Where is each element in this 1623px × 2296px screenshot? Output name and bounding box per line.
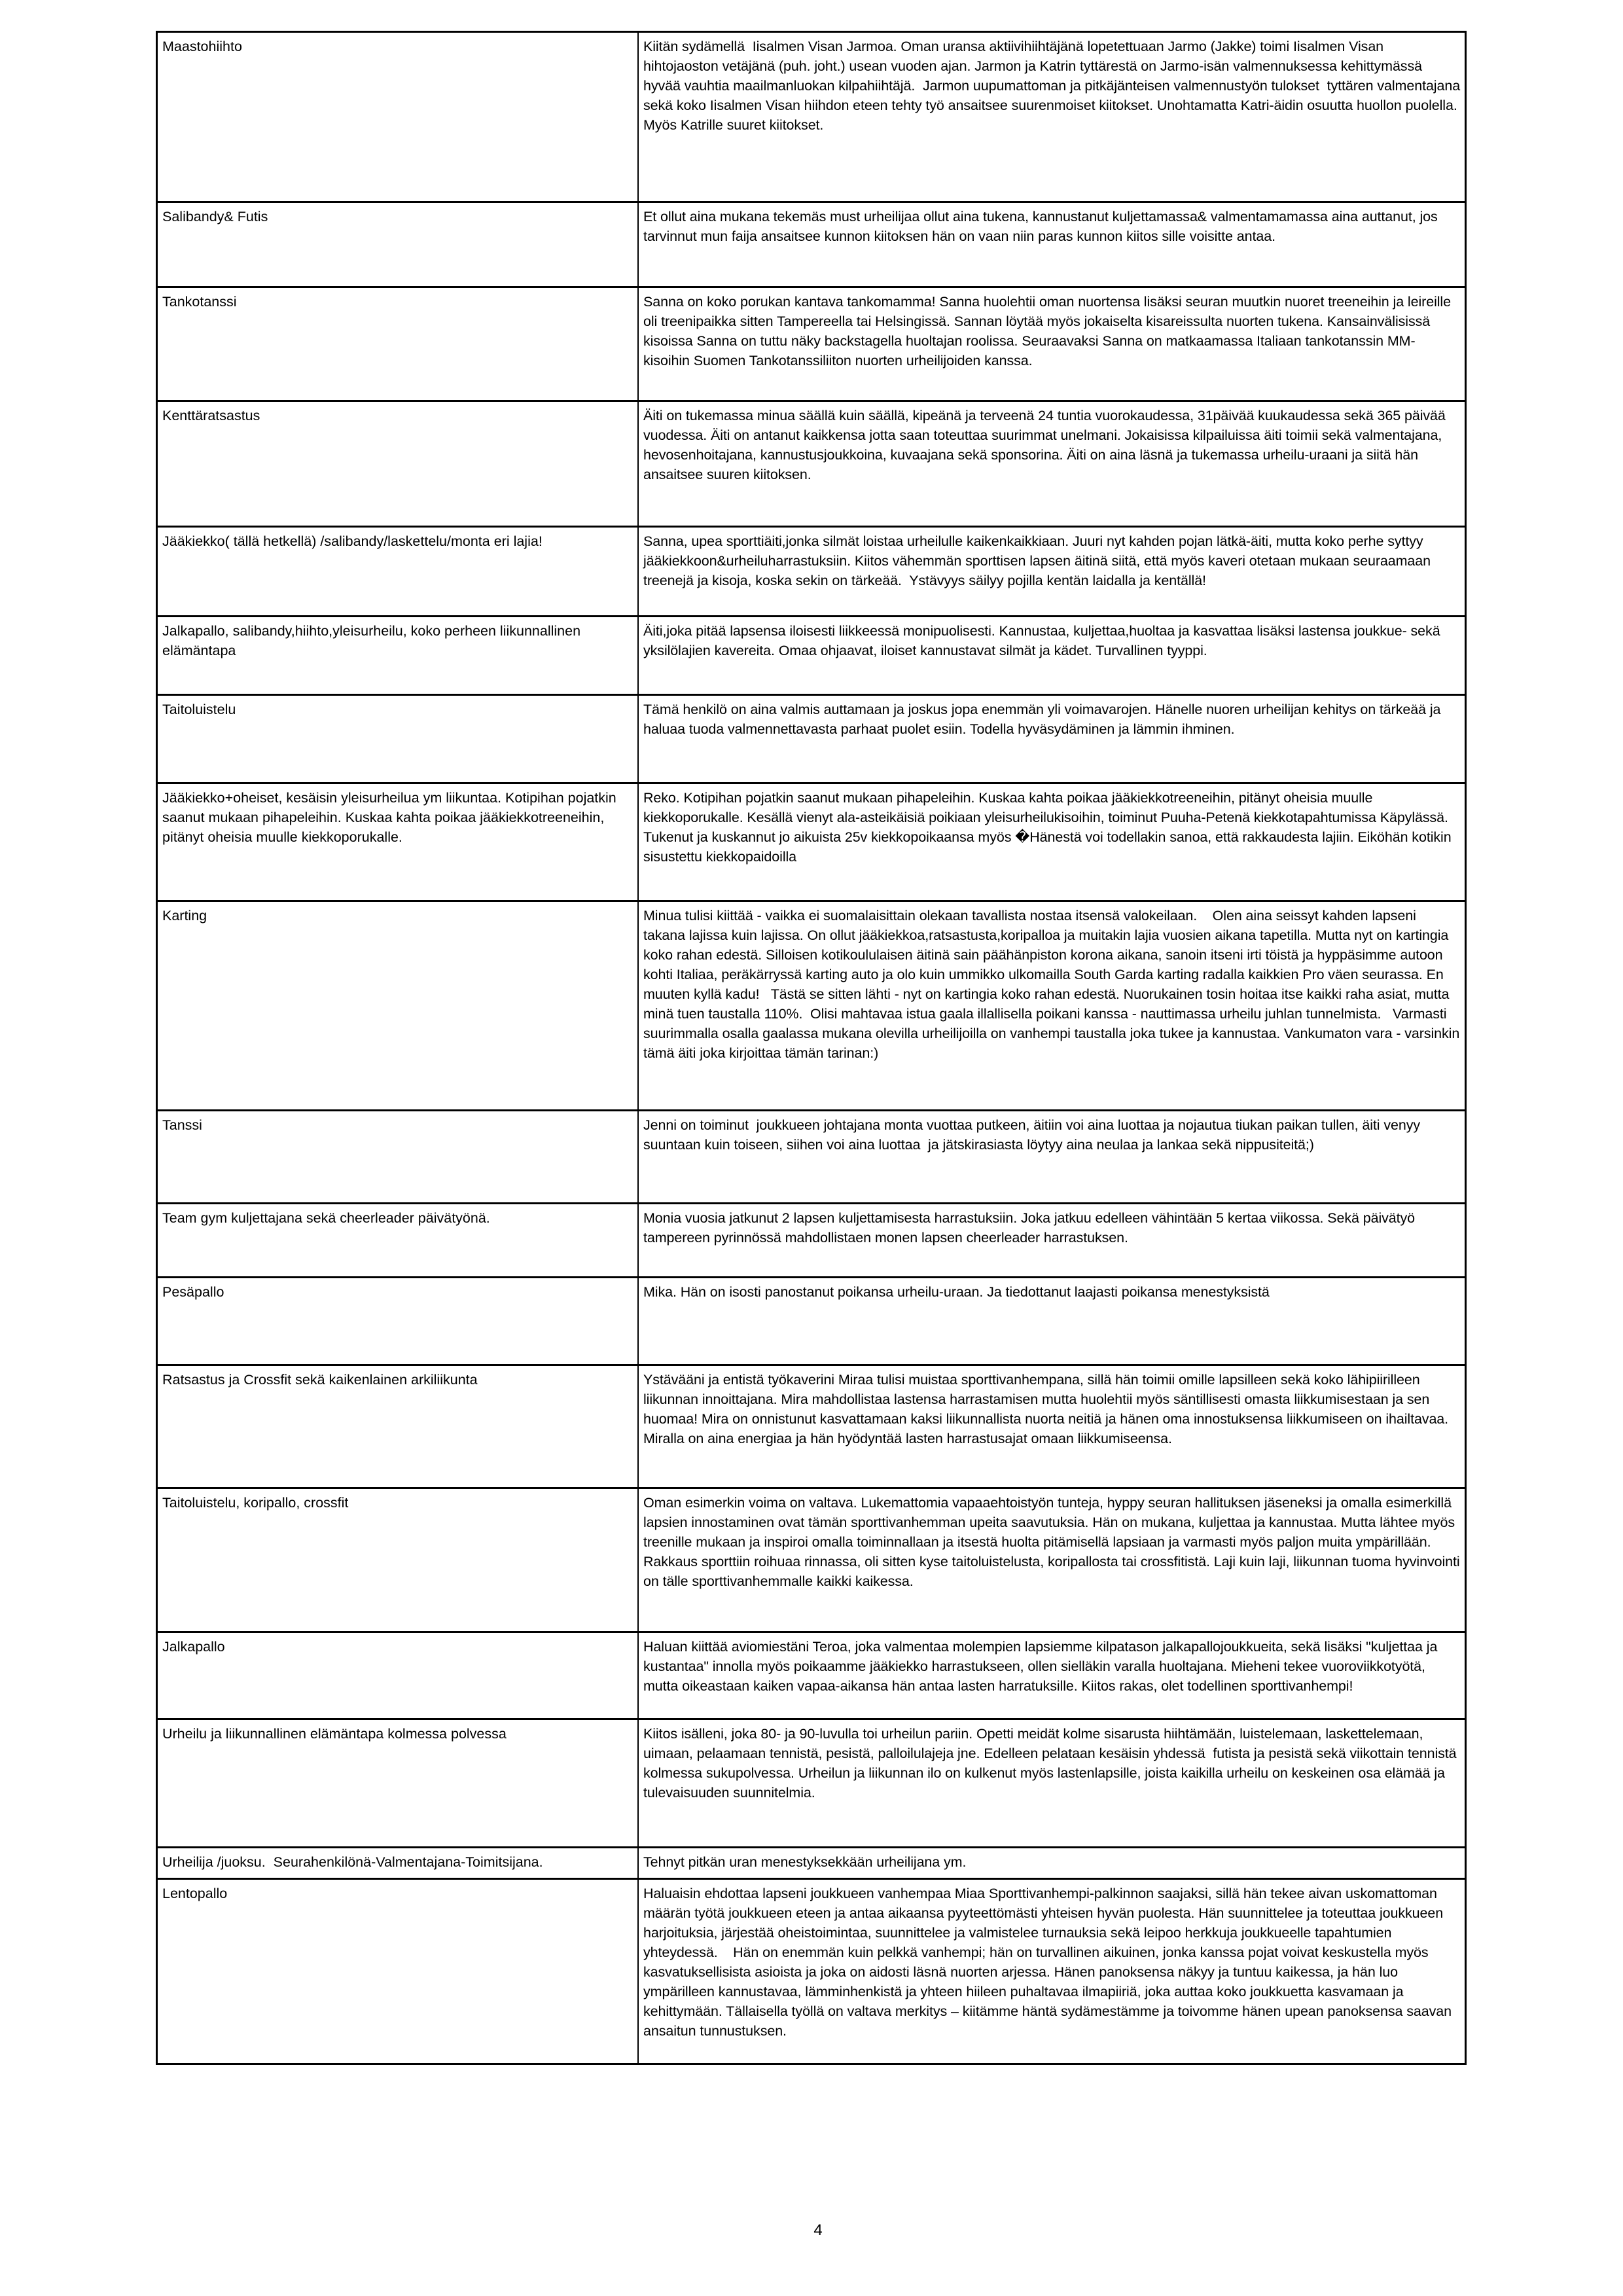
description-cell: Äiti,joka pitää lapsensa iloisesti liikkeessä monipuolisesti. Kannustaa, kuljettaa,huoltaa ja kasvattaa lisäksi lastensa joukkue- sekä yksilölajien kavereita. Omaa ohjaavat, iloiset kannustavat silmät ja kädet. Turvallinen tyyppi. — [643, 623, 1444, 658]
nominations-table — [156, 31, 1467, 2065]
table-row — [158, 1718, 1465, 1846]
table-row — [158, 1109, 1465, 1202]
description-cell: Mika. Hän on isosti panostanut poikansa urheilu-uraan. Ja tiedottanut laajasti poikansa menestyksistä — [643, 1284, 1270, 1300]
table-row — [158, 615, 1465, 694]
sport-cell: Jääkiekko+oheiset, kesäisin yleisurheilua ym liikuntaa. Kotipihan pojatkin saanut mukaan pihapeleihin. Kuskaa kahta poikaa jääkiekkotreeneihin, pitänyt oheisia muulle kiekkoporukalle. — [158, 784, 639, 900]
description-cell: Jenni on toiminut joukkueen johtajana monta vuottaa putkeen, äitiin voi aina luottaa ja nojautua tiukan paikan tullen, äiti venyy suuntaan kuin toiseen, siihen voi aina luottaa ja jätskirasiasta löytyy aina neulaa ja lankaa sekä nippusiteitä;) — [643, 1117, 1424, 1153]
sport-cell: Salibandy& Futis — [158, 203, 639, 286]
sport-cell: Jääkiekko( tällä hetkellä) /salibandy/laskettelu/monta eri lajia! — [158, 528, 639, 615]
description-cell: Haluan kiittää aviomiestäni Teroa, joka valmentaa molempien lapsiemme kilpatason jalkapallojoukkueita, sekä lisäksi "kuljettaa ja kustantaa" innolla myös poikaamme jääkiekko harrastukseen, ollen sielläkin varalla huoltajana. Mieheni tekee vuoroviikkotyötä, mutta oikeastaan kaiken vapaa-aikansa hän antaa lasten harratuksille. Kiitos rakas, olet todellinen sporttivanhempi! — [643, 1639, 1442, 1694]
description-cell: Kiitos isälleni, joka 80- ja 90-luvulla toi urheilun pariin. Opetti meidät kolme sisarusta hiihtämään, luistelemaan, laskettelemaan, uimaan, pelaamaan tennistä, pesistä, palloilulajeja jne. Edelleen pelataan kesäisin yhdessä futista ja pesistä sekä viikottain tennistä kolmessa sukupolvessa. Urheilun ja liikunnan ilo on kulkenut myös lastenlapsille, joista kaikilla urheilu on keskeinen osa elämää ja tulevaisuuden suunnitelmia. — [643, 1726, 1461, 1801]
sport-cell: Karting — [158, 902, 639, 1109]
sport-cell: Jalkapallo, salibandy,hiihto,yleisurheilu, koko perheen liikunnallinen elämäntapa — [158, 617, 639, 694]
sport-cell: Tanssi — [158, 1111, 639, 1202]
table-row — [158, 33, 1465, 201]
table-row — [158, 900, 1465, 1109]
description-cell: Ystävääni ja entistä työkaverini Miraa tulisi muistaa sporttivanhempana, sillä hän toimii omille lapsilleen sekä koko lähipiirilleen liikunnan innoittajana. Mira mahdollistaa lastensa harrastamisen mutta huolehtii myös säntillisesti omasta liikkumisestaan ja sen huomaa! Mira on onnistunut kasvattamaan kaksi liikunnallista nuorta neitiä ja hänen oma innostuksensa liikkumiseen on ihailtavaa. Miralla on aina energiaa ja hän hyödyntää lasten harrastusajat omaan liikkumiseensa. — [643, 1372, 1452, 1446]
description-cell: Oman esimerkin voima on valtava. Lukemattomia vapaaehtoistyön tunteja, hyppy seuran hallituksen jäseneksi ja omalla esimerkillä lapsien innostaminen ovat tämän sporttivanhemman upeita saavutuksia. Hän on mukana, kuljettaa ja kannustaa. Mutta lähtee myös treenille mukaan ja inspiroi omalla toiminnallaan ja itsestä huolta pitämisellä lapsiaan ja varmasti myös paljon muita ympärillään. Rakkaus sporttiin roihuaa rinnassa, oli sitten kyse taitoluistelusta, koripallosta tai crossfitistä. Laji kuin laji, liikunnan tuoma hyvinvointi on tälle sporttivanhemmalle kaikki kaikessa. — [643, 1495, 1464, 1589]
description-cell: Haluaisin ehdottaa lapseni joukkueen vanhempaa Miaa Sporttivanhempi-palkinnon saajaksi, sillä hän tekee aivan uskomattoman määrän työtä joukkueen eteen ja antaa aikaansa pyyteettömästi yhteisen hyvän puolesta. Hän suunnittelee ja toteuttaa joukkueen harjoituksia, järjestää oheistoimintaa, suunnittelee ja valmistelee turnauksia sekä leipoo herkkuja joukkueelle tapahtumien yhteydessä. Hän on enemmän kuin pelkkä vanhempi; hän on turvallinen aikuinen, jonka kanssa pojat voivat keskustella myös kasvatuksellisista asioista ja joka on aidosti läsnä nuorten arjessa. Hänen panoksensa näkyy ja tuntuu kaikessa, ja hän luo ympärilleen kannustavaa, lämminhenkistä ja yhteen hiileen puhaltavaa ilmapiiriä, joka auttaa koko joukkuetta kasvamaan ja kehittymään. Tällaisella työllä on valtava merkitys – kiitämme häntä sydämestämme ja toivomme hänen upean panoksensa saavan ansaitun tunnustuksen. — [643, 1886, 1455, 2039]
sport-cell: Urheilu ja liikunnallinen elämäntapa kolmessa polvessa — [158, 1720, 639, 1846]
table-row — [158, 694, 1465, 782]
sport-cell: Urheilija /juoksu. Seurahenkilönä-Valmentajana-Toimitsijana. — [158, 1848, 639, 1878]
description-cell: Minua tulisi kiittää - vaikka ei suomalaisittain olekaan tavallista nostaa itsensä valokeilaan. Olen aina seissyt kahden lapseni takana lajissa kuin lajissa. On ollut jääkiekkoa,ratsastusta,koripalloa ja muitakin lajia vuosien aikana tapetilla. Mutta nyt on kartingia koko rahan edestä. Silloisen kotikoululaisen äitinä sain päähänpiston korona aikana, sanoin itseni irti töistä ja hyppäsimme autoon kohti Italiaa, peräkärryssä karting auto ja olo kuin ummikko ulkomailla South Garda karting radalla kaikkien Pro väen seurassa. En muuten kyllä kadu! Tästä se sitten lähti - nyt on kartingia koko rahan edestä. Nuorukainen tosin hoitaa itse kaikki raha asiat, mutta minä tuen taustalla 110%. Olisi mahtavaa istua gaala illallisella poikani kanssa - nauttimassa urheilu juhlan tunnelmista. Varmasti suurimmalla osalla gaalassa mukana olevilla urheilijoilla on vanhempi taustalla joka tukee ja kannustaa. Vankumaton vara - varsinkin tämä äiti joka kirjoittaa tämän tarinan:) — [643, 908, 1464, 1061]
table-row — [158, 286, 1465, 400]
description-cell: Reko. Kotipihan pojatkin saanut mukaan pihapeleihin. Kuskaa kahta poikaa jääkiekkotreeneihin, pitänyt oheisia muulle kiekkoporukalle. Kesällä vienyt ala-asteikäisiä poikiaan yleisurheilukisoihin, toiminut Puuha-Petenä kiekkotapahtumissa Käpylässä. Tukenut ja kuskannut jo aikuista 25v kiekkopoikaansa myös �Hänestä voi todellakin sanoa, että rakkaudesta lajiin. Eiköhän kotikin sisustettu kiekkopaidoilla — [643, 790, 1455, 865]
table-row — [158, 1846, 1465, 1878]
page-number: 4 — [813, 2221, 823, 2239]
description-cell: Äiti on tukemassa minua säällä kuin säällä, kipeänä ja terveenä 24 tuntia vuorokaudessa, 31päivää kuukaudessa sekä 365 päivää vuodessa. Äiti on antanut kaikkensa jotta saan toteuttaa suurimmat unelmani. Jokaisissa kilpailuissa äiti toimii sekä valmentajana, hevosenhoitajana, kannustusjoukkoina, kuvaajana sekä sponsorina. Äiti on aina läsnä ja tukemassa urheilu-uraani ja siitä hän ansaitsee suuren kiitoksen. — [643, 408, 1450, 482]
table-row — [158, 1276, 1465, 1364]
table-row — [158, 1487, 1465, 1631]
sport-cell: Lentopallo — [158, 1880, 639, 2063]
table-row — [158, 400, 1465, 526]
sport-cell: Maastohiihto — [158, 33, 639, 201]
sport-cell: Kenttäratsastus — [158, 402, 639, 526]
sport-cell: Tankotanssi — [158, 288, 639, 400]
description-cell: Kiitän sydämellä Iisalmen Visan Jarmoa. Oman uransa aktiivihiihtäjänä lopetettuaan Jarmo (Jakke) toimi Iisalmen Visan hihtojaoston vetäjänä (puh. joht.) usean vuoden ajan. Jarmon ja Katrin tyttärestä on Jarmo-isän valmennuksessa kehittymässä hyvää vauhtia maailmanluokan kilpahiihtäjä. Jarmon uupumattoman ja pitkäjänteisen valmennustyön tulokset tyttären valmentajana sekä koko Iisalmen Visan hiihdon eteen tehty työ ansaitsee suurenmoiset kiitokset. Unohtamatta Katri-äidin osuutta huollon puolella. Myös Katrille suuret kiitokset. — [643, 39, 1464, 133]
table-row — [158, 1202, 1465, 1276]
sport-cell: Team gym kuljettajana sekä cheerleader päivätyönä. — [158, 1204, 639, 1276]
sport-cell: Pesäpallo — [158, 1278, 639, 1364]
description-cell: Sanna on koko porukan kantava tankomamma! Sanna huolehtii oman nuortensa lisäksi seuran muutkin nuoret treeneihin ja leireille oli treenipaikka sitten Tampereella tai Helsingissä. Sannan löytää myös jokaiselta kisareissulta nuorten tukena. Kansainvälisissä kisoissa Sanna on tuttu näky backstagella huoltajan roolissa. Seuraavaksi Sanna on matkaamassa Italiaan tankotanssin MM-kisoihin Suomen Tankotanssiliiton nuorten urheilijoiden kanssa. — [643, 294, 1455, 368]
table-row — [158, 1631, 1465, 1718]
sport-cell: Taitoluistelu, koripallo, crossfit — [158, 1489, 639, 1631]
description-cell: Et ollut aina mukana tekemäs must urheilijaa ollut aina tukena, kannustanut kuljettamassa& valmentamamassa aina auttanut, jos tarvinnut mun faija ansaitsee kunnon kiitoksen hän on vaan niin paras kunnon kiitos sille voisitte antaa. — [643, 209, 1442, 244]
description-cell: Tehnyt pitkän uran menestyksekkään urheilijana ym. — [643, 1854, 967, 1870]
table-row — [158, 1364, 1465, 1487]
table-row — [158, 201, 1465, 286]
description-cell: Monia vuosia jatkunut 2 lapsen kuljettamisesta harrastuksiin. Joka jatkuu edelleen vähintään 5 kertaa viikossa. Sekä päivätyö tampereen pyrinnössä mahdollistaen monen lapsen cheerleader harrastuksen. — [643, 1210, 1419, 1246]
table-row — [158, 1878, 1465, 2063]
table-row — [158, 782, 1465, 900]
description-cell: Sanna, upea sporttiäiti,jonka silmät loistaa urheilulle kaikenkaikkiaan. Juuri nyt kahden pojan lätkä-äiti, mutta koko perhe syttyy jääkiekkoon&urheiluharrastuksiin. Kiitos vähemmän sporttisen lapsen äitinä siitä, että myös kaveri otetaan mukaan seuraamaan treenejä ja kisoja, koska sekin on tärkeää. Ystävyys säilyy pojilla kentän laidalla ja kentällä! — [643, 533, 1435, 588]
table-row — [158, 526, 1465, 615]
description-cell: Tämä henkilö on aina valmis auttamaan ja joskus jopa enemmän yli voimavarojen. Hänelle nuoren urheilijan kehitys on tärkeää ja haluaa tuoda valmennettavasta parhaat puolet esiin. Todella hyväsydäminen ja lämmin ihminen. — [643, 702, 1445, 737]
sport-cell: Jalkapallo — [158, 1633, 639, 1718]
sport-cell: Taitoluistelu — [158, 696, 639, 782]
sport-cell: Ratsastus ja Crossfit sekä kaikenlainen arkiliikunta — [158, 1366, 639, 1487]
